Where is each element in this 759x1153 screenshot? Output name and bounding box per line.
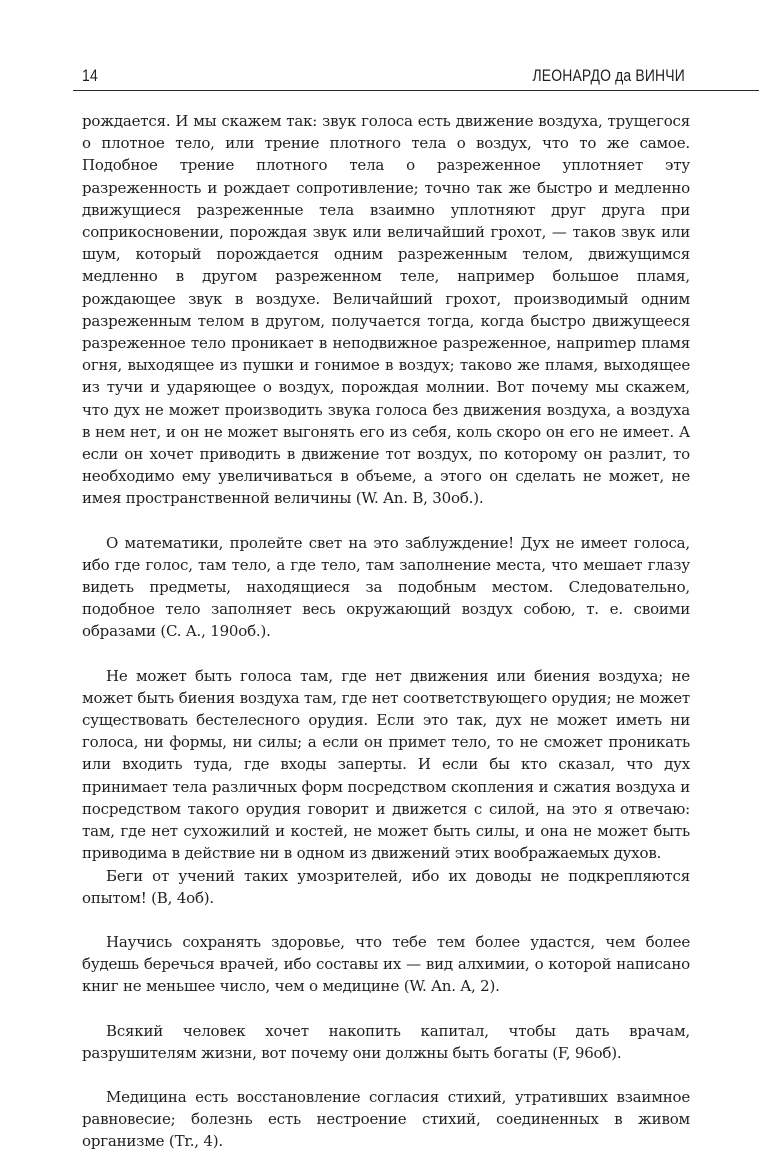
paragraph-mathematicians: О математики, пролейте свет на это заблуждение! Дух не имеет голоса, ибо где голос, там тело, а где тело, там заполнение места, что мешает глазу видеть предметы, находящиеся за подобным местом. Следовательно, подобное тело заполняет весь окружающий воздух собою, т. е. своими образами (C. A., 190об.). — [82, 533, 690, 641]
paragraph-voice-and-spirit: Не может быть голоса там, где нет движения или биения воздуха; не может быть биения воздуха там, где нет соответствующего орудия; не может существовать бестелесного орудия. Если это так, дух не может иметь ни голоса, ни формы, ни силы; а если он примет тело, то не сможет проникать или входить туда, где входы заперты. И если бы кто сказал, что дух принимает тела различных форм посредством скопления и сжатия воздуха и посредством такого орудия говорит и движется с силой, на это я отвечаю: там, где нет сухожилий и костей, не может быть силы, и она не может быть приводима в действие ни в одном из движений этих воображаемых духов. — [82, 666, 690, 863]
page-header — [82, 66, 685, 92]
paragraph-flee-speculators: Беги от учений таких умозрителей, ибо их доводы не подкрепляются опытом! (B, 4об). — [82, 866, 690, 907]
page-number: 14 — [82, 66, 99, 85]
paragraph-capital: Всякий человек хочет накопить капитал, чтобы дать врачам, разрушителям жизни, вот почему они должны быть богаты (F, 96об). — [82, 1021, 690, 1062]
paragraph-continuation: рождается. И мы скажем так: звук голоса есть движение воздуха, трущегося о плотное тело, или трение плотного тела о воздух, что то же самое. Подобное трение плотного тела о разреженное уплотняет эту разреженность и рождает сопротивление; точно так же быстро и медленно движущиеся разреженные тела взаимно уплотняют друг друга при соприкосновении, порождая звук или величайший грохот, — таков звук или шум, который порождается одним разреженным телом, движущимся медленно в другом разреженном теле, например большое пламя, рождающее звук в воздухе. Величайший грохот, производимый одним разреженным телом в другом, получается тогда, когда быстро движущееся разреженное тело проникает в неподвижное разреженное, наприmер пламя огня, выходящее из пушки и гонимое в воздух; таково же пламя, выходящее из тучи и ударяющее о воздух, порождая молнии. Вот почему мы скажем, что дух не может производить звука голоса без движения воздуха, а воздуха в нем нет, и он не может выгонять его из себя, коль скоро он его не имеет. А если он хочет приводить в движение тот воздух, по которому он разлит, то необходимо ему увеличиваться в объеме, а этого он сделать не может, не имея пространственной величины (W. An. B, 30об.). — [82, 112, 690, 508]
body-text — [82, 110, 690, 1153]
paragraph-health: Научись сохранять здоровье, что тебе тем более удастся, чем более будешь беречься врачей, ибо составы их — вид алхимии, о которой написано книг не меньшее число, чем о медицине (W. An. A, 2). — [82, 932, 690, 996]
paragraph-medicine: Медицина есть восстановление согласия стихий, утративших взаимное равновесие; болезнь есть нестроение стихий, соединенных в живом организме (Tr., 4). — [82, 1087, 690, 1151]
header-rule — [73, 90, 759, 91]
running-title: ЛЕОНАРДО да ВИНЧИ — [532, 66, 685, 85]
